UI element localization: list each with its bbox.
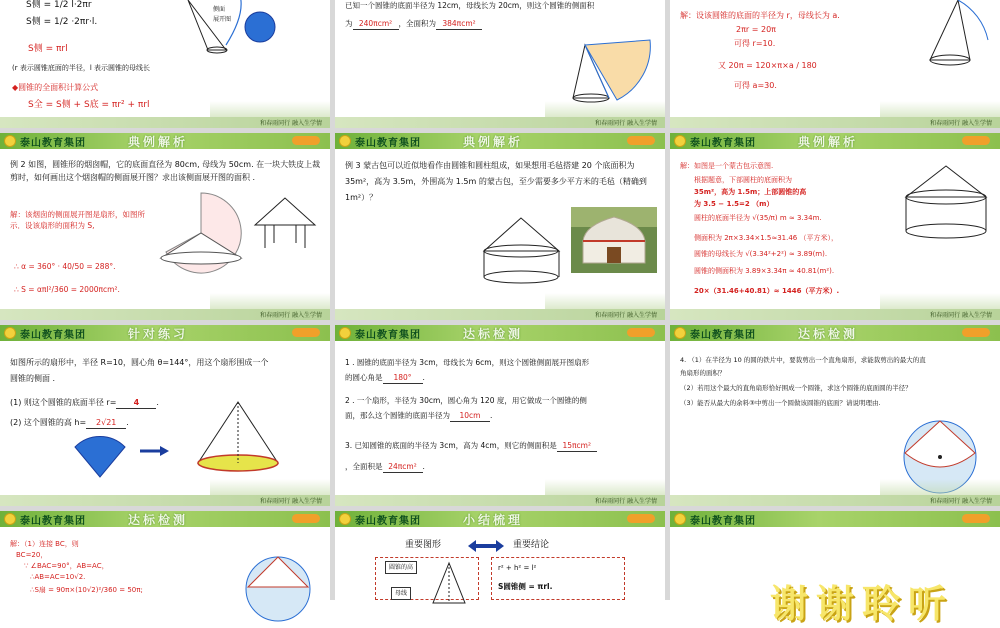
answer-1: 4 xyxy=(116,397,156,409)
question-3-line-2: ，全面积是 24πcm² . xyxy=(345,462,425,471)
question-2: (2) 这个圆锥的高 h= 2√21 . xyxy=(10,418,129,427)
slide-footer xyxy=(335,495,665,506)
brand-name: 泰山教育集团 xyxy=(690,516,756,527)
example-text: 例 3 蒙古包可以近似地看作由圆锥和圆柱组成，如果想用毛毡搭建 20 个底面积为 35m²，高为 3.5m，外围高为 1.5m 的蒙古包，至少需要多少平方米的毛毡（精确到 1m²）？ xyxy=(345,161,647,202)
brand-name: 泰山教育集团 xyxy=(20,516,86,527)
question-line-3: （2）若用这个最大的直角扇形恰好围成一个圆锥，求这个圆锥的底面圆的半径？ xyxy=(680,384,912,392)
question-line-4: （3）能否从最大的余料③中剪出一个圆做该圆锥的底面？请说明理由. xyxy=(680,399,881,407)
label-generatrix: 母线 xyxy=(391,587,411,600)
section-title: 达标检测 xyxy=(798,327,859,341)
slide-footer xyxy=(670,495,1000,506)
slide-header xyxy=(670,133,1000,149)
badge-icon xyxy=(962,514,990,523)
cone-unfold-diagram xyxy=(178,0,298,60)
slide-header xyxy=(0,133,330,149)
slide-thumbnail-10[interactable] xyxy=(0,511,330,600)
heading-conclusions: 重要结论 xyxy=(513,540,550,550)
question-1-line-2: 的圆心角是 180° . xyxy=(345,373,425,382)
footer-slogan: 和春雨同行 融入生学情 xyxy=(595,498,657,505)
yurt-diagram xyxy=(479,213,569,293)
slide-thumbnail-9[interactable] xyxy=(670,325,1000,506)
slide-thumbnail-11[interactable] xyxy=(335,511,665,600)
sector-unfold-diagram xyxy=(156,188,246,278)
brand-name: 泰山教育集团 xyxy=(20,138,86,149)
brand-name: 泰山教育集团 xyxy=(20,330,86,341)
label-cone-height: 圆锥的高 xyxy=(385,561,417,574)
slide-footer xyxy=(0,117,330,128)
section-title: 小结梳理 xyxy=(463,513,524,527)
solution-line-1: 解：（1）连接 BC，则 xyxy=(10,540,79,548)
answer-4: 24πcm² xyxy=(383,461,423,473)
brand-logo-icon xyxy=(339,135,351,147)
slide-thumbnail-12[interactable] xyxy=(670,511,1000,626)
solution-line-5: 圆柱的底面半径为 √(35/π) m ≈ 3.34m. xyxy=(694,214,822,222)
slide-footer xyxy=(670,309,1000,320)
solution-line-1: 解：如图是一个蒙古包示意图. xyxy=(680,162,774,170)
solution-text: 解：该烟囱的侧面展开图是扇形，如图所示．设该扇形的面积为 S, xyxy=(10,210,145,230)
slide-thumbnail-6[interactable] xyxy=(670,133,1000,320)
answer-2: 10cm xyxy=(450,410,490,422)
solution-line-2: BC=20， xyxy=(16,551,48,559)
answer-side-area: 240πcm² xyxy=(353,18,399,30)
badge-icon xyxy=(292,136,320,145)
solution-line-3: 可得 r=10. xyxy=(734,39,776,48)
footer-slogan: 和春雨同行 融入生学情 xyxy=(595,312,657,319)
yurt-photo xyxy=(571,207,657,273)
circle-sector-diagram xyxy=(240,547,316,607)
section-title: 达标检测 xyxy=(463,327,524,341)
brand-name: 泰山教育集团 xyxy=(355,330,421,341)
brand-logo-icon xyxy=(339,327,351,339)
slide-footer xyxy=(0,495,330,506)
slide-thumbnail-1[interactable] xyxy=(0,0,330,128)
footer-slogan: 和春雨同行 融入生学情 xyxy=(930,312,992,319)
brand-name: 泰山教育集团 xyxy=(355,516,421,527)
yurt-diagram xyxy=(900,161,996,247)
badge-icon xyxy=(962,136,990,145)
brand-logo-icon xyxy=(674,135,686,147)
badge-icon xyxy=(627,328,655,337)
slide-thumbnail-2[interactable] xyxy=(335,0,665,128)
question-2-line-1: 2 . 一个扇形，半径为 30cm，圆心角为 120 度，用它做成一个圆锥的侧 xyxy=(345,396,587,405)
answer-prefix: 为 xyxy=(345,19,353,28)
footer-slogan: 和春雨同行 融入生学情 xyxy=(260,498,322,505)
brand-name: 泰山教育集团 xyxy=(690,138,756,149)
answer-3: 15πcm² xyxy=(557,440,597,452)
footer-slogan: 和春雨同行 融入生学情 xyxy=(260,120,322,127)
slide-footer xyxy=(335,117,665,128)
section-title: 典例解析 xyxy=(463,135,524,149)
question-3-text: 3. 已知圆锥的底面的半径为 3cm，高为 4cm，则它的侧面积是 xyxy=(345,441,557,450)
question-3-line-1 xyxy=(345,440,597,452)
solution-line-7: 圆锥的母线长为 √(3.34²+2²) ≈ 3.89(m). xyxy=(694,250,828,258)
slide-thumbnail-4[interactable] xyxy=(0,133,330,320)
footer-slogan: 和春雨同行 融入生学情 xyxy=(930,498,992,505)
slide-header xyxy=(335,511,665,527)
slide-header xyxy=(335,133,665,149)
arrow-right-icon xyxy=(140,445,170,457)
question-2-text: 面，那么这个圆锥的底面半径为 xyxy=(345,411,450,420)
solution-line-4: 又 20π = 120×π×a / 180 xyxy=(718,61,817,70)
formula-cone-side-area: S圆锥侧 = πrl. xyxy=(498,582,553,591)
badge-icon xyxy=(627,514,655,523)
brand-logo-icon xyxy=(4,327,16,339)
formula-side-area-b: S侧 = 1/2 ·2πr·l. xyxy=(26,17,98,27)
solution-line-8: 圆锥的侧面积为 3.89×3.34π ≈ 40.81(m²). xyxy=(694,267,835,275)
solution-line-3: 35m²，高为 1.5m；上部圆锥的高 xyxy=(694,188,807,196)
slide-footer xyxy=(335,309,665,320)
solution-line-1: 解：设该圆锥的底面的半径为 r，母线长为 a. xyxy=(680,11,840,20)
solution-line-3: ∵ ∠BAC=90°，AB=AC， xyxy=(24,562,109,570)
exercise-line-2: 圆锥的侧面 . xyxy=(10,374,56,383)
solution-line-2: 根据题意，下部圆柱的底面积为 xyxy=(694,176,792,184)
example-text: 例 2 如图，圆锥形的烟囱帽，它的底面直径为 80cm, 母线为 50cm. 在一块大铁皮上裁剪时，如何画出这个烟囱帽的侧面展开图？求出该侧面展开图的面积 . xyxy=(10,160,321,182)
slide-header xyxy=(670,325,1000,341)
solution-line-9: 20×（31.46+40.81）≈ 1446（平方米）. xyxy=(694,287,840,295)
badge-icon xyxy=(962,328,990,337)
question-1-text: 的圆心角是 xyxy=(345,373,383,382)
question-1-text: (1) 则这个圆锥的底面半径 r= xyxy=(10,398,117,407)
brand-name: 泰山教育集团 xyxy=(690,330,756,341)
question-line-1: 4. （1）在半径为 10 的圆的铁片中，要裁剪出一个直角扇形，求能裁剪出的最大的直 xyxy=(680,356,926,364)
solution-eq-1: ∴ α = 360° · 40/50 = 288°. xyxy=(14,262,116,271)
slide-thumbnail-3[interactable] xyxy=(670,0,1000,128)
brand-name: 泰山教育集团 xyxy=(355,138,421,149)
solution-line-5: 可得 a=30. xyxy=(734,81,777,90)
cone-diagram xyxy=(188,397,288,477)
formula-total-area: S全 = S侧 + S底 = πr² + πrl xyxy=(28,100,150,110)
slide-header xyxy=(335,325,665,341)
badge-icon xyxy=(292,514,320,523)
slide-thumbnail-7[interactable] xyxy=(0,325,330,506)
section-title: 典例解析 xyxy=(128,135,189,149)
solution-line-4: ∴AB=AC=10√2. xyxy=(30,573,86,581)
question-text: 已知一个圆锥的底面半径为 12cm，母线长为 20cm，则这个圆锥的侧面积 xyxy=(345,1,595,10)
brand-logo-icon xyxy=(4,513,16,525)
formula-side-area-c: S侧 = πrl xyxy=(28,44,68,54)
badge-icon xyxy=(627,136,655,145)
answer-1: 180° xyxy=(383,372,423,384)
footer-slogan: 和春雨同行 融入生学情 xyxy=(260,312,322,319)
solution-line-4: 为 3.5 − 1.5=2 （m） xyxy=(694,200,774,208)
slide-header xyxy=(0,511,330,527)
question-2-text: (2) 这个圆锥的高 h= xyxy=(10,418,87,427)
question-3-text-b: ，全面积是 xyxy=(345,462,383,471)
brand-logo-icon xyxy=(674,327,686,339)
formula-note: (r 表示圆锥底面的半径，l 表示圆锥的母线长 xyxy=(12,64,151,72)
heading-figures: 重要图形 xyxy=(405,540,442,550)
double-arrow-icon xyxy=(468,539,504,553)
answer-total-area: 384πcm² xyxy=(436,18,482,30)
section-title: 典例解析 xyxy=(798,135,859,149)
brand-logo-icon xyxy=(339,513,351,525)
solution-line-6: 侧面积为 2π×3.34×1.5≈31.46 （平方米）， xyxy=(694,234,838,242)
badge-icon xyxy=(292,328,320,337)
answer-2: 2√21 xyxy=(86,417,126,429)
cone-diagram xyxy=(429,563,469,603)
total-area-heading: ◆圆锥的全面积计算公式 xyxy=(12,83,99,92)
question-1: (1) 则这个圆锥的底面半径 r= 4 . xyxy=(10,398,159,407)
slide-footer xyxy=(0,309,330,320)
question-line-2: 角扇形的面积？ xyxy=(680,369,726,377)
exercise-line-1: 如图所示的扇形中，半径 R=10，圆心角 θ=144°，用这个扇形围成一个 xyxy=(10,358,269,367)
solution-line-2: 2πr = 20π xyxy=(736,25,776,34)
label-unfold: 展开图 xyxy=(213,16,232,23)
answer-line xyxy=(345,18,482,30)
formula-side-area-a: S侧 = 1/2 l·2πr xyxy=(26,0,92,10)
footer-slogan: 和春雨同行 融入生学情 xyxy=(930,120,992,127)
label-side: 侧面 xyxy=(213,6,226,13)
solution-eq-2: ∴ S = απl²/360 = 2000πcm². xyxy=(14,285,120,294)
slide-thumbnail-8[interactable] xyxy=(335,325,665,506)
slide-header xyxy=(670,511,1000,527)
brand-logo-icon xyxy=(4,135,16,147)
question-1-line-1: 1 . 圆锥的底面半径为 3cm，母线长为 6cm，则这个圆锥侧面展开图扇形 xyxy=(345,358,590,367)
slide-header xyxy=(0,325,330,341)
section-title: 达标检测 xyxy=(128,513,189,527)
answer-mid: ，全面积为 xyxy=(398,19,436,28)
cone-sector-diagram xyxy=(918,0,998,70)
thanks-text: 谢谢聆听 xyxy=(770,581,955,626)
sector-diagram xyxy=(70,437,130,487)
brand-logo-icon xyxy=(674,513,686,525)
slide-thumbnail-5[interactable] xyxy=(335,133,665,320)
slide-footer xyxy=(670,117,1000,128)
formula-pythagoras: r² + h² = l² xyxy=(498,564,537,572)
chimney-cap-diagram xyxy=(250,193,320,253)
solution-line-5: ∴S扇 = 90π×(10√2)²/360 = 50π; xyxy=(30,586,143,594)
footer-slogan: 和春雨同行 融入生学情 xyxy=(595,120,657,127)
question-2-line-2: 面，那么这个圆锥的底面半径为 10cm . xyxy=(345,411,493,420)
section-title: 针对练习 xyxy=(128,327,189,341)
